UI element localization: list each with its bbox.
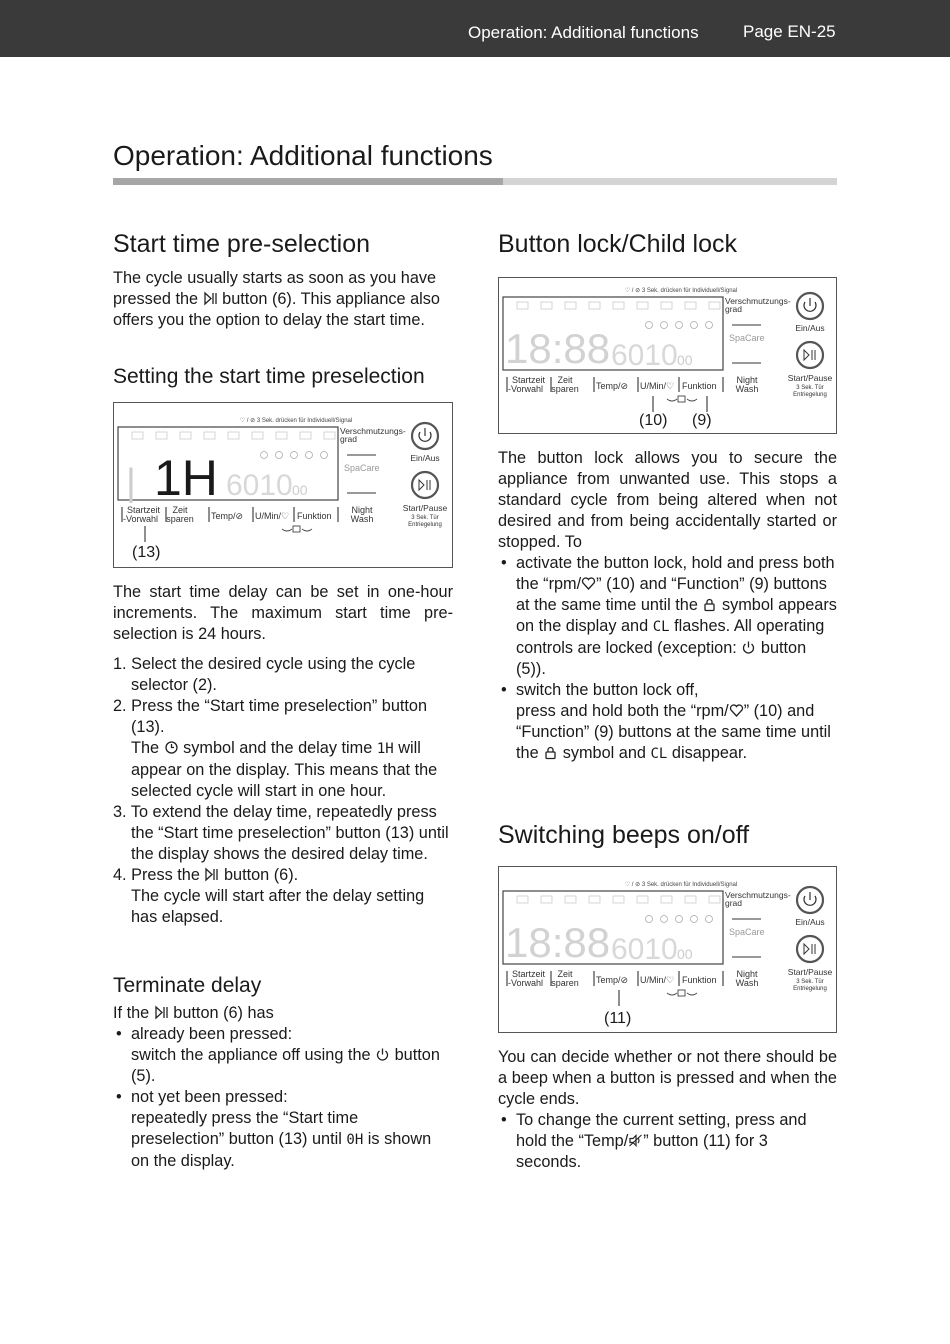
program-icon [132, 432, 143, 439]
time-save-button-label: sparen [551, 978, 579, 988]
control-panel-start-time [113, 402, 453, 568]
heart-icon [729, 703, 744, 718]
start-pause-icon [203, 291, 218, 306]
start-time-steps [113, 654, 453, 928]
list-item: • switch the button lock off, press and hold both the “rpm/ ” (10) and “Function” (9) buttons at the same time until the symbol and CL disappear. [498, 680, 837, 765]
display-small-digits: 00 [292, 482, 308, 498]
soil-level-label: Verschmutzungs- [340, 426, 406, 436]
program-icon [613, 896, 624, 903]
on-off-label: Ein/Aus [795, 917, 825, 927]
time-save-button-label: Zeit [557, 375, 573, 385]
spacare-label: SpaCare [344, 463, 380, 473]
start-pause-icon [204, 867, 219, 882]
night-wash-button-label: Wash [350, 514, 374, 524]
start-time-button-label: -Vorwahl [123, 514, 159, 524]
program-icon [565, 896, 576, 903]
display-main-digits: 18:88 [505, 919, 611, 966]
function-button-label: Funktion [682, 975, 717, 985]
control-panel-button-lock [498, 277, 837, 434]
display-right-digits: 6010 [226, 469, 293, 502]
program-icon [252, 432, 263, 439]
function-button-label: Funktion [682, 381, 717, 391]
child-lock-icon [678, 990, 685, 996]
step-item: 4. Press the button (6). The cycle will start after the delay setting has elapsed. [113, 866, 425, 926]
program-icon [300, 432, 311, 439]
beeps-heading: Switching beeps on/off [498, 821, 750, 849]
power-icon [375, 1047, 390, 1062]
start-pause-label: Start/Pause [787, 967, 833, 977]
header-bar [0, 0, 950, 57]
door-unlock-label: Entriegelung [793, 986, 827, 992]
header-section-title: Operation: Additional functions [468, 23, 699, 42]
status-icon [706, 322, 713, 329]
program-icon [228, 432, 239, 439]
program-icon [661, 896, 672, 903]
night-wash-button-label: Wash [735, 384, 759, 394]
start-pause-button [412, 472, 438, 498]
callout-11: (11) [604, 1010, 632, 1027]
program-icon [637, 302, 648, 309]
spacare-label: SpaCare [729, 927, 765, 937]
program-icon [541, 896, 552, 903]
temp-button-label: Temp/⊘ [596, 381, 629, 391]
start-pause-label: Start/Pause [787, 373, 833, 383]
display-main-digits: 18:88 [505, 325, 611, 372]
start-time-button-label: Startzeit [512, 375, 546, 385]
header-page-number: Page EN-25 [743, 22, 836, 41]
list-item: • To change the current setting, press and hold the “Temp/ ” button (11) for 3 seconds. [498, 1110, 837, 1173]
page-title: Operation: Additional functions [113, 140, 493, 171]
status-icon [676, 322, 683, 329]
program-icon [685, 896, 696, 903]
soil-level-label: grad [725, 304, 743, 314]
soil-level-label: grad [725, 898, 743, 908]
list-item: • activate the button lock, hold and press both the “rpm/ ” (10) and “Function” (9) buttons at the same time until the symbol appears on the display and CL flashes. All operating controls are locked (exception: button (5)). [498, 553, 837, 680]
start-time-button-label: -Vorwahl [508, 978, 544, 988]
door-unlock-label: Entriegelung [408, 522, 442, 528]
callout-13: (13) [132, 544, 161, 561]
status-icon [661, 322, 668, 329]
start-pause-label: Start/Pause [402, 503, 448, 513]
panel-top-hint: ♡ / ⊘ 3 Sek. drücken für Individuell/Signal [624, 288, 738, 294]
program-icon [565, 302, 576, 309]
status-icon [276, 452, 283, 459]
time-save-button-label: sparen [551, 384, 579, 394]
spacare-label: SpaCare [729, 333, 765, 343]
night-wash-button-label: Wash [735, 978, 759, 988]
status-icon [691, 322, 698, 329]
display-main-digits: 1H [154, 450, 218, 506]
title-rule [113, 178, 837, 185]
status-icon [291, 452, 298, 459]
list-item: • not yet been pressed: repeatedly press the “Start time preselection” button (13) until 0H is shown on the display. [113, 1087, 453, 1172]
panel-top-hint: ♡ / ⊘ 3 Sek. drücken für Individuell/Signal [624, 882, 738, 888]
on-off-label: Ein/Aus [795, 323, 825, 333]
time-save-button-label: Zeit [172, 505, 188, 515]
door-unlock-label: Entriegelung [793, 392, 827, 398]
soil-level-label: Verschmutzungs- [725, 890, 791, 900]
start-time-heading: Start time pre-selection [113, 230, 371, 258]
setting-start-time-heading: Setting the start time preselection [113, 365, 425, 388]
heart-icon [581, 576, 596, 591]
program-icon [661, 302, 672, 309]
door-unlock-label: 3 Sek. Tür [796, 979, 824, 985]
program-icon [517, 896, 528, 903]
step-item: 1. Select the desired cycle using the cycle selector (2). [113, 655, 416, 694]
time-save-button-label: sparen [166, 514, 194, 524]
button-lock-heading: Button lock/Child lock [498, 230, 738, 258]
list-item: • already been pressed: switch the appliance off using the button (5). [113, 1024, 453, 1087]
display-right-digits: 6010 [611, 933, 678, 966]
power-icon [741, 640, 756, 655]
step-item: 2. Press the “Start time preselection” button (13). The symbol and the delay time 1H will appear on the display. This means that the selected cycle will start in one hour. [113, 697, 438, 800]
time-save-button-label: Zeit [557, 969, 573, 979]
start-pause-button [797, 342, 823, 368]
start-time-button-label: Startzeit [512, 969, 546, 979]
program-icon [156, 432, 167, 439]
display-small-digits: 00 [677, 352, 693, 368]
program-icon [637, 896, 648, 903]
child-lock-arc [667, 993, 697, 995]
mute-speaker-icon [628, 1133, 643, 1148]
night-wash-button-label: Night [736, 969, 758, 979]
control-panel-beeps [498, 866, 837, 1033]
temp-button-label: Temp/⊘ [211, 511, 244, 521]
child-lock-icon [678, 396, 685, 402]
program-icon [613, 302, 624, 309]
status-icon [676, 916, 683, 923]
start-time-intro: The cycle usually starts as soon as you have pressed the button (6). This appliance also offers you the option to delay the start time. [113, 269, 440, 329]
panel-top-hint: ♡ / ⊘ 3 Sek. drücken für Individuell/Signal [239, 418, 353, 424]
program-icon [180, 432, 191, 439]
beeps-list [498, 1110, 837, 1173]
status-icon [306, 452, 313, 459]
program-icon [324, 432, 335, 439]
rpm-button-label: U/Min/♡ [640, 975, 675, 985]
status-icon [261, 452, 268, 459]
button-lock-intro: The button lock allows you to secure the appliance from unwanted use. This stops a standard cycle from being altered when not desired and from being accidentally started or stopped. To [498, 449, 837, 551]
rpm-button-label: U/Min/♡ [640, 381, 675, 391]
temp-button-label: Temp/⊘ [596, 975, 629, 985]
status-icon [706, 916, 713, 923]
start-pause-icon [154, 1005, 169, 1020]
program-icon [685, 302, 696, 309]
display-small-digits: 00 [677, 946, 693, 962]
soil-level-label: Verschmutzungs- [725, 296, 791, 306]
program-icon [589, 896, 600, 903]
status-icon [691, 916, 698, 923]
child-lock-arc [667, 399, 697, 401]
on-off-label: Ein/Aus [410, 453, 440, 463]
status-icon [661, 916, 668, 923]
soil-level-label: grad [340, 434, 358, 444]
display-right-digits: 6010 [611, 339, 678, 372]
child-lock-icon [293, 526, 300, 532]
button-lock-list [498, 553, 837, 765]
program-icon [204, 432, 215, 439]
clock-icon [164, 740, 179, 755]
start-pause-button [797, 936, 823, 962]
program-icon [517, 302, 528, 309]
start-time-button-label: Startzeit [127, 505, 161, 515]
door-unlock-label: 3 Sek. Tür [796, 385, 824, 391]
program-icon [589, 302, 600, 309]
night-wash-button-label: Night [351, 505, 373, 515]
delay-info: The start time delay can be set in one-hour increments. The maximum start time pre-selection is 24 hours. [113, 583, 453, 643]
night-wash-button-label: Night [736, 375, 758, 385]
program-icon [709, 302, 720, 309]
terminate-list [113, 1024, 453, 1172]
callout-9: (9) [692, 412, 712, 429]
program-icon [541, 302, 552, 309]
rpm-button-label: U/Min/♡ [255, 511, 290, 521]
program-icon [709, 896, 720, 903]
display-bar: | [126, 462, 136, 504]
status-icon [646, 916, 653, 923]
terminate-intro: If the button (6) has [113, 1004, 274, 1022]
terminate-delay-heading: Terminate delay [113, 974, 262, 997]
door-unlock-label: 3 Sek. Tür [411, 515, 439, 521]
lock-icon [543, 745, 558, 760]
child-lock-arc [282, 529, 312, 531]
start-time-button-label: -Vorwahl [508, 384, 544, 394]
beeps-intro: You can decide whether or not there should be a beep when a button is pressed and when the cycle ends. [498, 1048, 837, 1108]
lock-icon [702, 597, 717, 612]
status-icon [646, 322, 653, 329]
callout-10: (10) [639, 412, 668, 429]
step-item: 3. To extend the delay time, repeatedly press the “Start time preselection” button (13) until the display shows the desired delay time. [113, 803, 449, 863]
program-icon [276, 432, 287, 439]
status-icon [321, 452, 328, 459]
function-button-label: Funktion [297, 511, 332, 521]
